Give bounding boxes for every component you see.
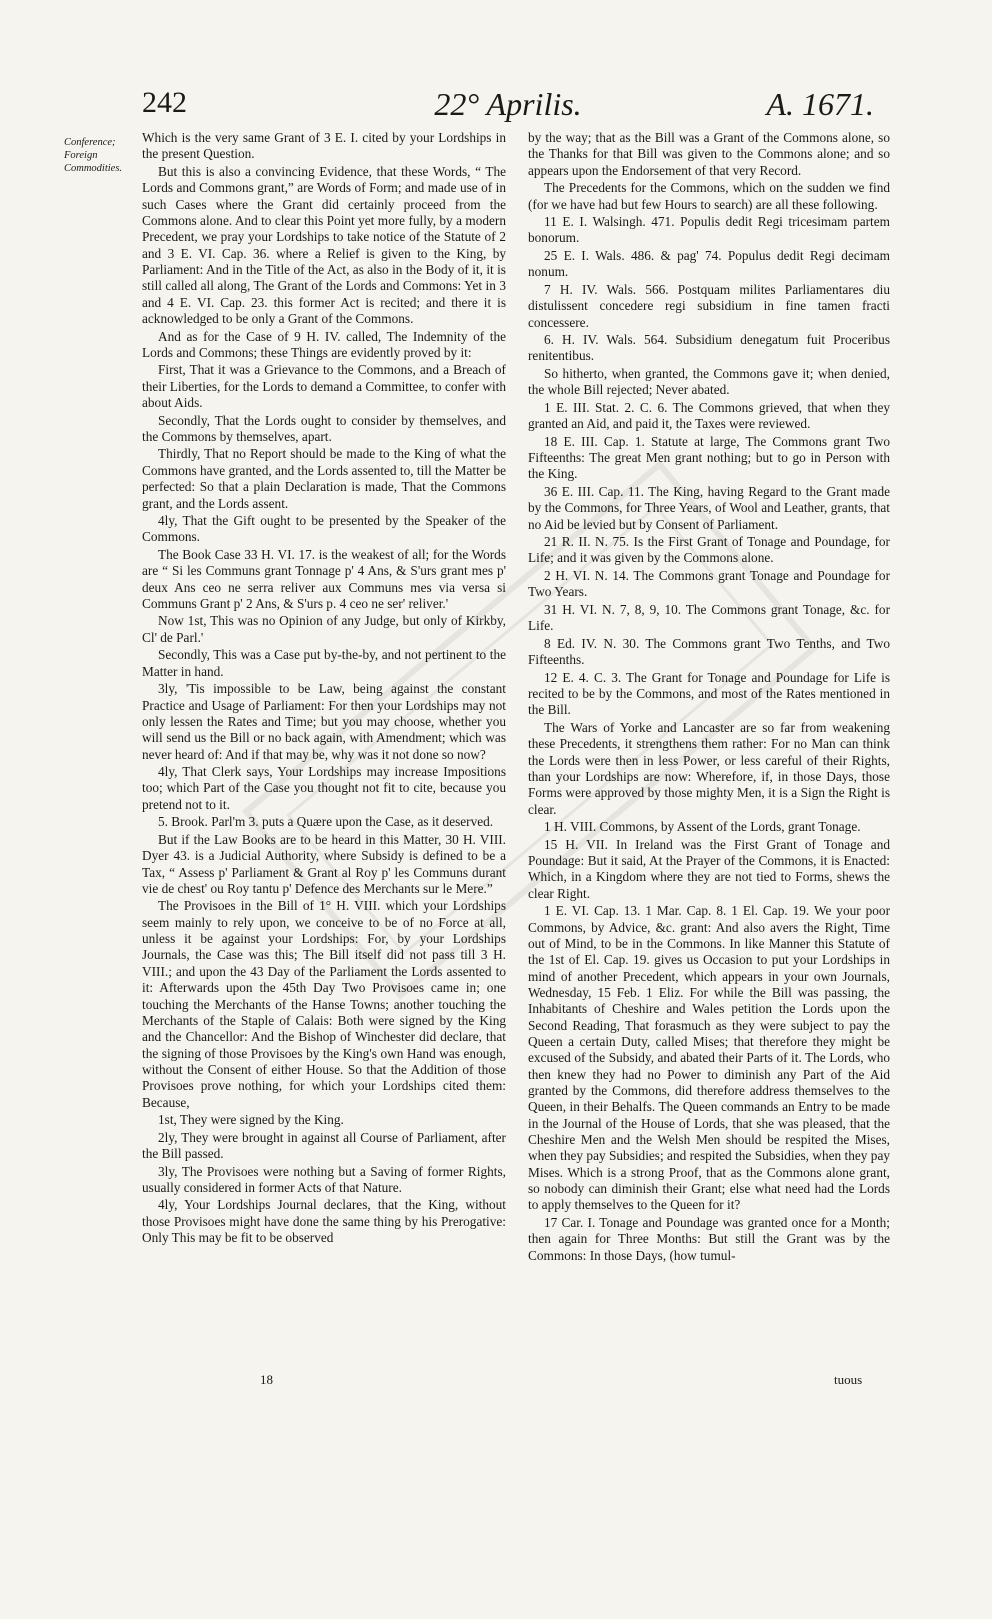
right-column [528,130,890,1265]
page-header [142,86,874,134]
paragraph: Secondly, That the Lords ought to consider by themselves, and the Commons by themselves, apart. [142,412,506,444]
paragraph: by the way; that as the Bill was a Grant of the Commons alone, so the Thanks for that Bill was given to the Commons alone; and so appears upon the Endorsement of that very Record. [528,130,890,178]
paragraph: Thirdly, That no Report should be made to the King of what the Commons have granted, and the Lords assented to, till the Matter be perfected: So that a plain Declaration is made, That the Commons grant, and the Lords assent. [142,446,506,511]
paragraph: The Provisoes in the Bill of 1° H. VIII. which your Lordships seem mainly to rely upon, we conceive to be of no Force at all, unless it be against your Lordships: For, by your Lordships Journals, the Case was this; The Bill itself did not pass till 3 H. VIII.; and upon the 43 Day of the Parliament the Lords assented to it: Afterwards upon the 45th Day Two Provisoes came in; one touching the Merchants of the Hanse Towns; another touching the Merchants of the Staple of Calais: Both were signed by the King and the Chancellor: And the Bishop of Winchester did declare, that the signing of those Provisoes by the King's own Hand was enough, without the Consent of either House. So that the Addition of those Provisoes prove nothing, for which your Lordships cited them: Because, [142,898,506,1110]
paragraph: Which is the very same Grant of 3 E. I. cited by your Lordships in the present Question. [142,130,506,162]
catchword: tuous [834,1372,863,1387]
margin-note: Conference; Foreign Commodities. [64,137,123,174]
paragraph: 3ly, The Provisoes were nothing but a Saving of former Rights, usually considered in former Acts of that Nature. [142,1163,506,1195]
signature-mark: 18 [260,1372,273,1387]
paragraph: 1 E. III. Stat. 2. C. 6. The Commons grieved, that when they granted an Aid, and paid it, the Taxes were reviewed. [528,399,890,432]
paragraph: Secondly, This was a Case put by-the-by, and not pertinent to the Matter in hand. [142,647,506,679]
paragraph: 7 H. IV. Wals. 566. Postquam milites Parliamentares diu distulissent concedere regi subsidium in fine tamen fracti concessere. [528,281,890,330]
paragraph: 15 H. VII. In Ireland was the First Grant of Tonage and Poundage: But it said, At the Prayer of the Commons, it is Enacted: Which, in a Kingdom where they are not tied to Forms, shews the clear Right. [528,836,890,901]
paragraph: But this is also a convincing Evidence, that these Words, “ The Lords and Commons grant,” are Words of Form; and made use of in such Cases where the Grant did certainly proceed from the Commons alone. And to clear this Point yet more fully, by a modern Precedent, we pray your Lordships to take notice of the Statute of 2 and 3 E. VI. Cap. 36. where a Relief is given to the King, by Parliament: And in the Title of the Act, as also in the Body of it, it is still called all along, The Grant of the Lords and Commons: Yet in 3 and 4 E. VI. Cap. 23. this former Act is recited; and there it is acknowledged to be only a Grant of the Commons. [142,163,506,326]
paragraph: 11 E. I. Walsingh. 471. Populis dedit Regi tricesimam partem bonorum. [528,214,890,246]
paragraph: 36 E. III. Cap. 11. The King, having Regard to the Grant made by the Commons, for Three Years, of Wool and Leather, grants, that no Aid be levied but by Consent of Parliament. [528,483,890,532]
paragraph: 4ly, Your Lordships Journal declares, that the King, without those Provisoes might have done the same thing by his Prerogative: Only This may be fit to be observed [142,1197,506,1246]
running-year: A. 1671. [766,86,874,122]
paragraph: 5. Brook. Parl'm 3. puts a Quære upon the Case, as it deserved. [158,814,494,830]
paragraph: 3ly, 'Tis impossible to be Law, being against the constant Practice and Usage of Parliament: For then your Lordships may not only lessen the Rates and Time; but you may choose, whether you will send us the Bill or no back again, with Amendment; which was never heard of: And if that may be, why was it not done so now? [142,681,506,762]
paragraph: 8 Ed. IV. N. 30. The Commons grant Two Tenths, and Two Fifteenths. [528,635,890,668]
paragraph: But if the Law Books are to be heard in this Matter, 30 H. VIII. Dyer 43. is a Judicial Authority, where Subsidy is defined to be a Tax, “ Assess p' Parliament & Grant al Roy p' les Communs durant vie de chest' ou Roy tantu p' Defence des Merchants sur le Mere.” [142,831,506,896]
paragraph: The Wars of Yorke and Lancaster are so far from weakening these Precedents, it strengthens them rather: For no Man can think the Lords were then in less Power, or less careful of their Rights, than your Lordships are now: Wherefore, if, in those Days, those Forms were approved by those mighty Men, it is a Sign the Right is clear. [528,719,890,817]
paragraph: The Book Case 33 H. VI. 17. is the weakest of all; for the Words are “ Si les Communs grant Tonnage p' 4 Ans, & S'urs grant mes p' deux Ans ceo ne serra reliver aux Communs mes via versa si Communs Grant p' 2 Ans, & S'urs p. 4 ceo ne ser' reliver.' [142,546,506,611]
paragraph: And as for the Case of 9 H. IV. called, The Indemnity of the Lords and Commons; these Things are evidently proved by it: [142,328,506,360]
paragraph: 18 E. III. Cap. 1. Statute at large, The Commons grant Two Fifteenths: The great Men grant nothing; but to go in Person with the King. [528,433,890,482]
left-column [142,130,506,1248]
paragraph: 25 E. I. Wals. 486. & pag' 74. Populus dedit Regi decimam nonum. [528,247,890,280]
paragraph: Now 1st, This was no Opinion of any Judge, but only of Kirkby, Cl' de Parl.' [142,613,506,645]
paragraph: 12 E. 4. C. 3. The Grant for Tonage and Poundage for Life is recited to be by the Commons, and most of the Rates mentioned in the Bill. [528,669,890,718]
paragraph: 4ly, That Clerk says, Your Lordships may increase Impositions too; which Part of the Case you thought not fit to cite, because you pretend not to it. [142,764,506,812]
paragraph: 17 Car. I. Tonage and Poundage was granted once for a Month; then again for Three Months: But still the Grant was by the Commons: In those Days, (how tumul- [528,1214,890,1263]
paragraph: 2ly, They were brought in against all Course of Parliament, after the Bill passed. [142,1129,506,1161]
paragraph: First, That it was a Grievance to the Commons, and a Breach of their Liberties, for the Lords to demand a Committee, to confer with about Aids. [142,362,506,411]
running-date: 22° Aprilis. [434,86,582,122]
paragraph: 1st, They were signed by the King. [158,1112,344,1128]
page-number: 242 [142,86,187,119]
paragraph: The Precedents for the Commons, which on the sudden we find (for we have had but few Hours to search) are all these following. [528,180,890,212]
paragraph: So hitherto, when granted, the Commons gave it; when denied, the whole Bill rejected; Never abated. [528,365,890,398]
paragraph: 2 H. VI. N. 14. The Commons grant Tonage and Poundage for Two Years. [528,568,890,600]
paragraph: 31 H. VI. N. 7, 8, 9, 10. The Commons grant Tonage, &c. for Life. [528,601,890,634]
paragraph: 21 R. II. N. 75. Is the First Grant of Tonage and Poundage, for Life; and it was given by the Commons alone. [528,534,890,566]
paragraph: 4ly, That the Gift ought to be presented by the Speaker of the Commons. [142,513,506,545]
paragraph: 6. H. IV. Wals. 564. Subsidium denegatum fuit Proceribus renitentibus. [528,332,890,364]
paragraph: 1 H. VIII. Commons, by Assent of the Lords, grant Tonage. [544,819,861,835]
paragraph: 1 E. VI. Cap. 13. 1 Mar. Cap. 8. 1 El. Cap. 19. We your poor Commons, by Advice, &c. grant: And also avers the Right, Time out of Mind, to be in the Commons. In like Manner this Statute of the 1st of El. Cap. 19. gives us Occasion to put your Lordships in mind of another Precedent, which appears in your own Journals, Wednesday, 15 Feb. 1 Eliz. For while the Bill was passing, the Inhabitants of Cheshire and Wales petition the Lords upon the Second Reading, That forasmuch as they were subject to pay the Queen a certain Duty, called Mises; that therefore they might be excused of the Subsidy, and abated their Parts of it. The Lords, who then knew they had no Power to diminish any Part of the Aid granted by the Commons, did therefore address themselves to the Queen, in their Behalfs. The Queen commands an Entry to be made in the Journal of the House of Lords, that she was pleased, that the Cheshire Men and the Welsh Men should be respited the Mises, when they pay Subsidies; and respited the Subsidies, when they pay Mises. Which is a strong Proof, that as the Commons alone grant, so nobody can diminish their Grant; else what need had the Lords to apply themselves to the Queen for it? [528,903,890,1213]
